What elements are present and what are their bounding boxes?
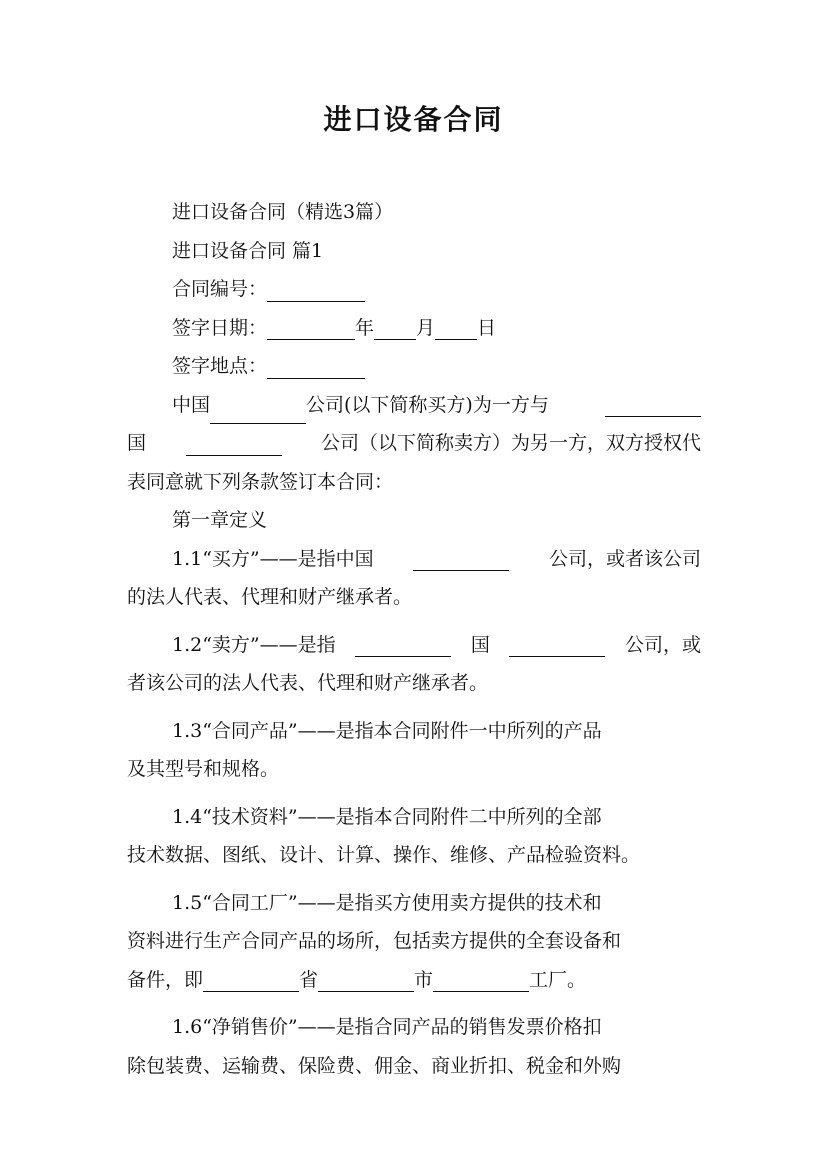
parties-line-1: [127, 386, 701, 425]
city-blank: [318, 967, 414, 992]
chapter-heading-line: [127, 501, 701, 540]
parties-country: 国: [127, 432, 147, 454]
def-1-6-line-1: [127, 1008, 701, 1047]
def-1-5-c: 备件，即: [127, 968, 204, 991]
factory-blank: [433, 967, 529, 992]
year-label: 年: [355, 316, 375, 339]
contract-no-label: 合同编号：: [172, 278, 268, 300]
sign-date-label: 签字日期：: [172, 316, 268, 339]
def-1-2-b: 国: [470, 633, 490, 656]
def-1-4-b: 技术数据、图纸、设计、计算、操作、维修、产品检验资料。: [127, 844, 641, 866]
def-1-3-a: 1.3“合同产品”——是指本合同附件一中所列的产品: [172, 719, 602, 742]
def-1-2-line-1: [127, 626, 701, 665]
def-1-5-b: 资料进行生产合同产品的场所，包括卖方提供的全套设备和: [127, 930, 622, 952]
def-1-2-country-blank: [355, 632, 451, 657]
def-1-4-a: 1.4“技术资料”——是指本合同附件二中所列的全部: [172, 805, 602, 828]
def-1-2-company-blank: [509, 632, 605, 657]
day-blank: [435, 315, 477, 340]
month-label: 月: [416, 316, 436, 339]
def-1-1-blank: [413, 546, 509, 571]
contract-no-blank: [267, 277, 365, 302]
def-1-5-e: 市: [414, 968, 434, 991]
parties-china-group: [172, 386, 549, 425]
def-1-4-line-2: [127, 836, 701, 875]
subtitle-line: [127, 193, 701, 232]
seller-company-blank: [186, 431, 282, 456]
parties-line3: 表同意就下列条款签订本合同：: [127, 470, 394, 493]
def-1-2-d: 者该公司的法人代表、代理和财产继承者。: [127, 672, 489, 694]
def-1-1-b: 公司，或者该公司: [548, 547, 701, 570]
seller-country-blank: [605, 392, 701, 417]
def-1-1-a: 1.1“买方”——是指中国: [172, 547, 374, 570]
sign-place-line: [127, 347, 701, 386]
parties-line-2: [127, 424, 701, 463]
document-body: [127, 193, 701, 1085]
parties-line-3: [127, 463, 701, 502]
buyer-company-blank: [210, 399, 306, 424]
def-1-2-line-2: [127, 664, 701, 703]
contract-no-line: [127, 270, 701, 309]
def-1-6-a: 1.6“净销售价”——是指合同产品的销售发票价格扣: [172, 1016, 602, 1038]
def-1-2-c: 公司，或: [624, 633, 701, 656]
parties-china: 中国: [172, 393, 211, 416]
sign-date-line: [127, 309, 701, 348]
section-heading-line: [127, 232, 701, 271]
section-heading: 进口设备合同 篇1: [172, 239, 324, 262]
def-1-2-a: 1.2“卖方”——是指: [172, 633, 336, 656]
def-1-5-d: 省: [299, 968, 319, 991]
sign-place-label: 签字地点：: [172, 355, 268, 377]
def-1-4-line-1: [127, 798, 701, 837]
def-1-1-line-1: [127, 540, 701, 579]
def-1-1-line-2: [127, 578, 701, 617]
def-1-5-line-2: [127, 922, 701, 961]
def-1-5-line-3: [127, 961, 701, 1000]
def-1-3-b: 及其型号和规格。: [127, 758, 280, 780]
def-1-1-c: 的法人代表、代理和财产继承者。: [127, 586, 413, 608]
parties-buyer-text: 公司(以下简称买方)为一方与: [306, 393, 549, 416]
document-title: 进口设备合同: [323, 103, 504, 136]
day-label: 日: [477, 316, 497, 339]
def-1-3-line-2: [127, 750, 701, 789]
def-1-3-line-1: [127, 712, 701, 751]
month-blank: [374, 315, 416, 340]
province-blank: [203, 967, 299, 992]
def-1-6-line-2: [127, 1047, 701, 1086]
subtitle: 进口设备合同（精选3篇）: [172, 201, 394, 223]
sign-place-blank: [267, 354, 365, 379]
def-1-5-line-1: [127, 884, 701, 923]
def-1-5-a: 1.5“合同工厂”——是指买方使用卖方提供的技术和: [172, 891, 602, 914]
parties-seller-text: 公司（以下简称卖方）为另一方，双方授权代: [320, 432, 701, 454]
year-blank: [267, 315, 355, 340]
def-1-6-b: 除包装费、运输费、保险费、佣金、商业折扣、税金和外购: [127, 1054, 622, 1077]
chapter-heading: 第一章定义: [172, 509, 268, 531]
def-1-5-f: 工厂。: [529, 968, 587, 991]
